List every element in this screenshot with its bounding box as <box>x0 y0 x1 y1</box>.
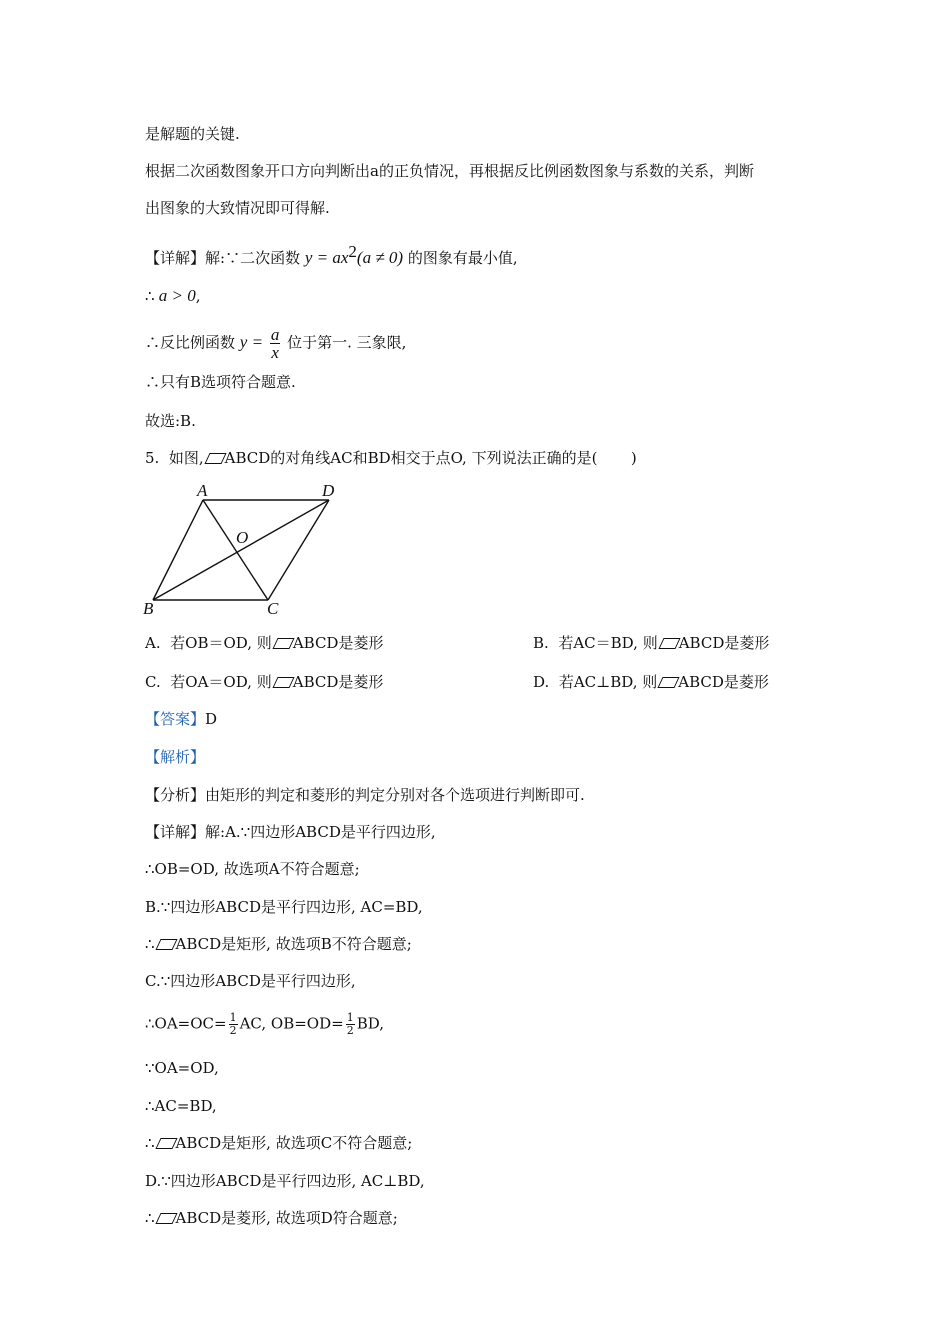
vertex-label-b: B <box>143 599 154 618</box>
parallelogram-icon <box>204 453 226 464</box>
text-line: 出图象的大致情况即可得解. <box>145 199 330 217</box>
vertex-label-c: C <box>267 599 279 618</box>
side-dc <box>268 500 329 600</box>
text-line: D.∵四边形ABCD是平行四边形, AC⊥BD, <box>145 1172 425 1190</box>
text-line: C.∵四边形ABCD是平行四边形, <box>145 972 356 990</box>
detail2-line: ∴ ABCD是矩形, 故选项C不符合题意; <box>145 1134 413 1152</box>
text-line: ∵OA=OD, <box>145 1059 219 1077</box>
option-d[interactable]: D. 若AC⊥BD, 则 ABCD是菱形 <box>533 673 769 691</box>
text-line: B.∵四边形ABCD是平行四边形, AC=BD, <box>145 898 423 916</box>
detail-line-a-positive: ∴ a > 0, <box>145 286 201 305</box>
parallelogram-icon <box>658 638 680 649</box>
detail-tag: 【详解】 <box>145 249 206 267</box>
option-b[interactable]: B. 若AC＝BD, 则 ABCD是菱形 <box>533 634 770 652</box>
question-number: 5. <box>145 449 160 467</box>
parallelogram-icon <box>272 677 294 688</box>
detail-line-inverse: ∴反比例函数 y = $\frac{a}{x}$ 位于第一. 三象限, <box>145 325 407 362</box>
text-line: 是解题的关键. <box>145 125 240 143</box>
analysis-line: 【分析】由矩形的判定和菱形的判定分别对各个选项进行判断即可. <box>145 786 585 804</box>
text-line: 故选:B. <box>145 412 196 430</box>
text-line: 根据二次函数图象开口方向判断出a的正负情况，再根据反比例函数图象与系数的关系，判断 <box>145 162 754 180</box>
fraction-one-half: $\frac{1}{2}$ <box>346 1011 354 1037</box>
vertex-label-d: D <box>322 481 335 500</box>
parallelogram-icon <box>155 1138 177 1149</box>
detail-line-quadratic: 【详解】解:∵二次函数 $y = ax^2(a \ne 0)$ 的图象有最小值, <box>145 242 518 267</box>
option-a[interactable]: A. 若OB＝OD, 则 ABCD是菱形 <box>145 634 384 652</box>
detail2-line: ∴ ABCD是矩形, 故选项B不符合题意; <box>145 935 412 953</box>
detail2-line-halves: ∴OA=OC= $\frac{1}{2}$ AC, OB=OD= $\frac{1}{2}$ BD, <box>145 1011 384 1037</box>
diagonal-ac <box>203 500 268 600</box>
answer-value: D <box>205 710 218 728</box>
quadratic-formula: y = ax <box>304 248 349 267</box>
question-stem: 5. 如图, ABCD的对角线AC和BD相交于点O, 下列说法正确的是( ) <box>145 449 637 467</box>
diagonal-bd <box>153 500 329 600</box>
text-line: ∴AC=BD, <box>145 1097 217 1115</box>
vertex-label-a: A <box>197 481 208 500</box>
parallelogram-icon <box>658 677 680 688</box>
fraction-a-over-x: $\frac{a}{x}$ <box>270 325 280 362</box>
parallelogram-icon <box>272 638 294 649</box>
detail2-line: ∴ ABCD是菱形, 故选项D符合题意; <box>145 1209 398 1227</box>
detail2-line: 【详解】解:A.∵四边形ABCD是平行四边形, <box>145 823 436 841</box>
text-line: ∴OB=OD, 故选项A不符合题意; <box>145 860 360 878</box>
answer-line <box>145 708 217 730</box>
answer-tag: 【答案】 <box>145 710 206 728</box>
parallelogram-icon <box>155 1213 177 1224</box>
text-line: ∴只有B选项符合题意. <box>145 373 296 391</box>
parallelogram-figure <box>140 478 350 620</box>
analysis-tag: 【解析】 <box>145 748 206 766</box>
parallelogram-icon <box>155 939 177 950</box>
center-label-o: O <box>236 528 249 547</box>
fraction-one-half: $\frac{1}{2}$ <box>229 1011 237 1037</box>
option-c[interactable]: C. 若OA＝OD, 则 ABCD是菱形 <box>145 673 384 691</box>
